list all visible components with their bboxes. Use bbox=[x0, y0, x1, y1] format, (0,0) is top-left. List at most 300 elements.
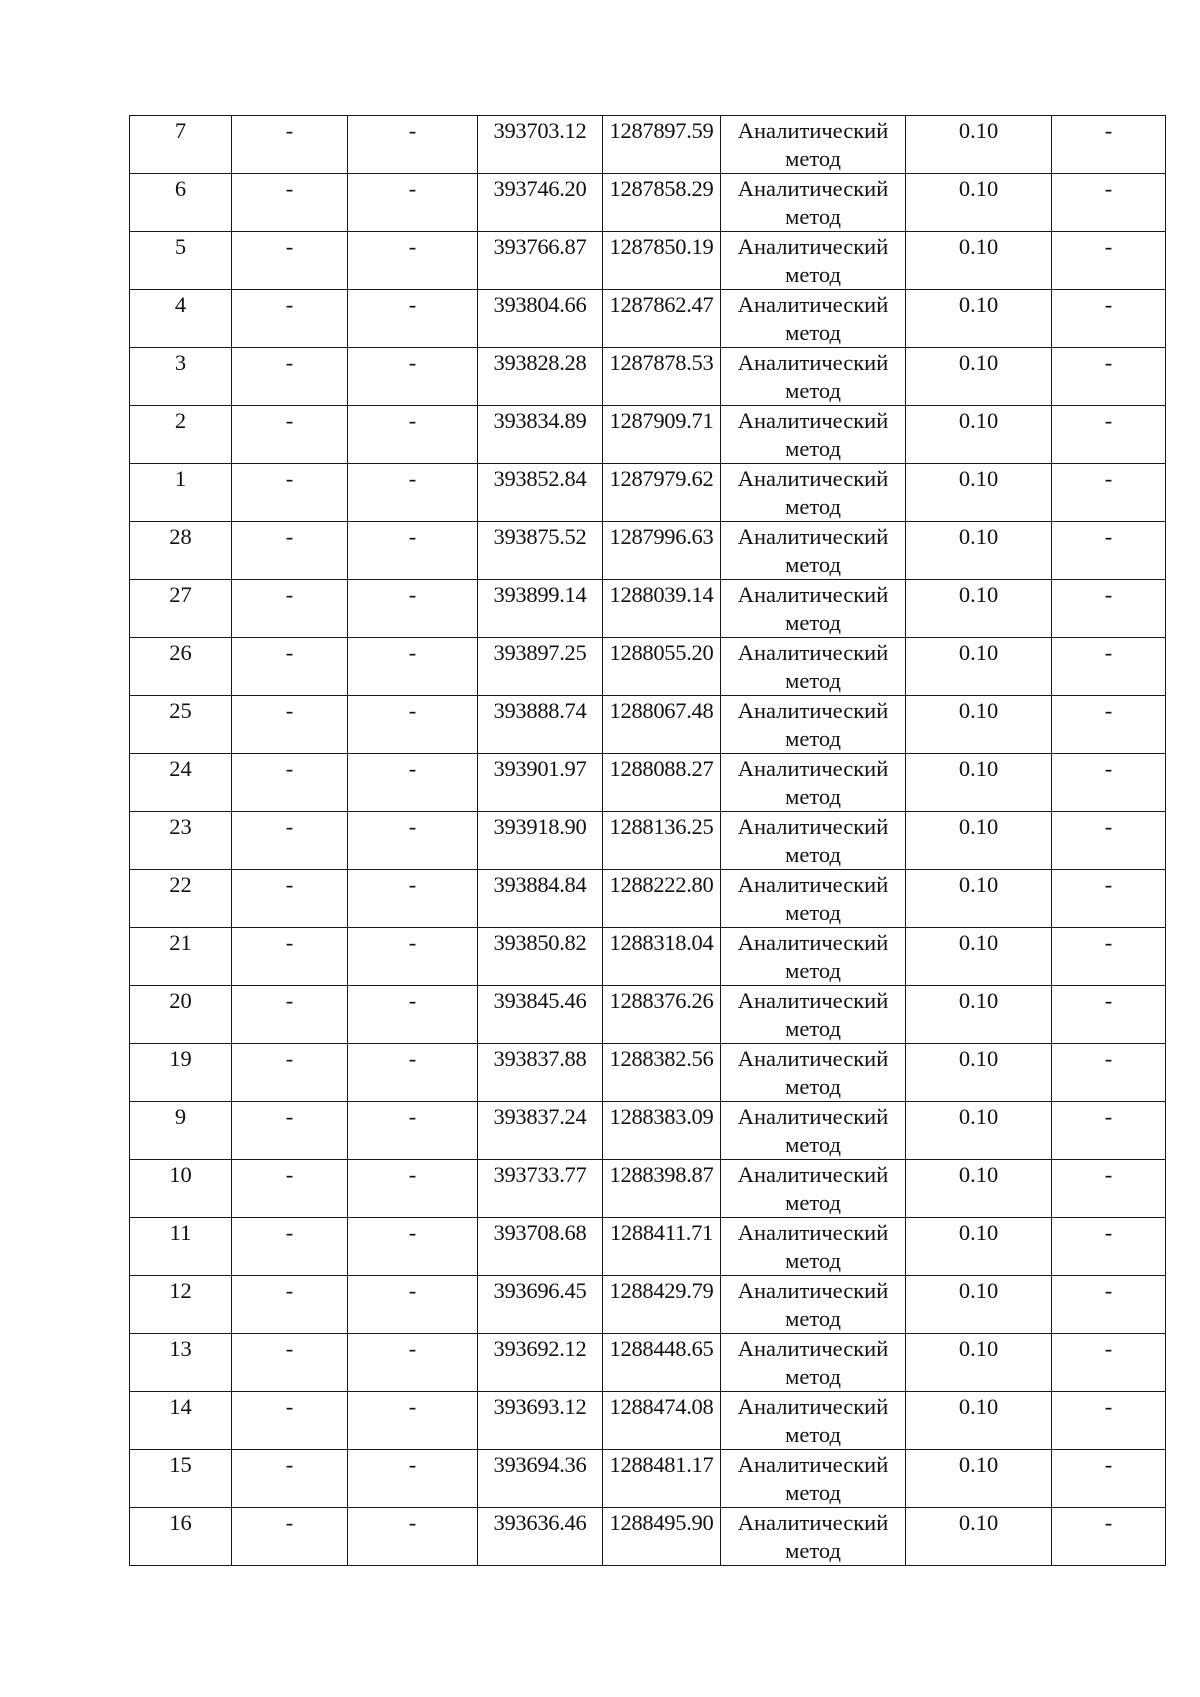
cell-point-number bbox=[130, 348, 232, 406]
cell-empty-value bbox=[1052, 1392, 1166, 1450]
cell-point-number-text: 23 bbox=[169, 814, 192, 839]
cell-coordinate-x bbox=[478, 522, 603, 580]
cell-method bbox=[721, 522, 906, 580]
cell-coordinate-x bbox=[478, 638, 603, 696]
cell-accuracy-text: 0.10 bbox=[958, 292, 999, 317]
cell-empty-value bbox=[348, 1160, 478, 1218]
cell-accuracy-text: 0.10 bbox=[958, 756, 999, 781]
cell-accuracy bbox=[906, 812, 1052, 870]
table-row bbox=[130, 638, 1166, 696]
cell-point-number-text: 11 bbox=[169, 1220, 192, 1245]
cell-empty-value-text: - bbox=[285, 524, 294, 549]
table-row bbox=[130, 174, 1166, 232]
method-line-1: Аналитический bbox=[737, 118, 889, 143]
cell-coordinate-y-text: 1287897.59 bbox=[609, 118, 714, 143]
cell-coordinate-y bbox=[603, 1218, 721, 1276]
table-row bbox=[130, 1334, 1166, 1392]
table-row bbox=[130, 1160, 1166, 1218]
cell-accuracy bbox=[906, 1392, 1052, 1450]
table-row bbox=[130, 812, 1166, 870]
cell-empty-value bbox=[1052, 928, 1166, 986]
cell-point-number-text: 15 bbox=[169, 1452, 192, 1477]
cell-empty-value bbox=[232, 464, 348, 522]
table-row bbox=[130, 928, 1166, 986]
cell-empty-value bbox=[1052, 174, 1166, 232]
cell-coordinate-y bbox=[603, 1334, 721, 1392]
cell-coordinate-x bbox=[478, 1218, 603, 1276]
method-line-2: метод bbox=[785, 436, 841, 461]
cell-empty-value bbox=[348, 870, 478, 928]
cell-accuracy bbox=[906, 696, 1052, 754]
cell-empty-value bbox=[1052, 1218, 1166, 1276]
cell-coordinate-x bbox=[478, 406, 603, 464]
cell-empty-value-text: - bbox=[1104, 466, 1113, 491]
table-row bbox=[130, 1102, 1166, 1160]
cell-empty-value-text: - bbox=[408, 930, 417, 955]
cell-empty-value bbox=[348, 464, 478, 522]
table-row bbox=[130, 1044, 1166, 1102]
cell-point-number bbox=[130, 928, 232, 986]
cell-method bbox=[721, 638, 906, 696]
method-line-2: метод bbox=[785, 1190, 841, 1215]
cell-coordinate-x bbox=[478, 290, 603, 348]
cell-coordinate-y-text: 1288136.25 bbox=[609, 814, 714, 839]
cell-method bbox=[721, 696, 906, 754]
cell-accuracy bbox=[906, 406, 1052, 464]
cell-empty-value-text: - bbox=[285, 1278, 294, 1303]
cell-accuracy bbox=[906, 290, 1052, 348]
cell-empty-value-text: - bbox=[285, 872, 294, 897]
cell-empty-value-text: - bbox=[1104, 1336, 1113, 1361]
cell-accuracy bbox=[906, 1044, 1052, 1102]
cell-empty-value-text: - bbox=[285, 1336, 294, 1361]
cell-empty-value-text: - bbox=[1104, 1278, 1113, 1303]
cell-accuracy bbox=[906, 1276, 1052, 1334]
cell-accuracy-text: 0.10 bbox=[958, 988, 999, 1013]
cell-method bbox=[721, 174, 906, 232]
cell-empty-value bbox=[1052, 1508, 1166, 1566]
cell-point-number bbox=[130, 754, 232, 812]
cell-coordinate-y bbox=[603, 290, 721, 348]
cell-accuracy-text: 0.10 bbox=[958, 1336, 999, 1361]
cell-empty-value-text: - bbox=[1104, 814, 1113, 839]
cell-coordinate-x-text: 393850.82 bbox=[493, 930, 587, 955]
cell-empty-value-text: - bbox=[1104, 930, 1113, 955]
method-line-1: Аналитический bbox=[737, 872, 889, 897]
table-row bbox=[130, 522, 1166, 580]
cell-accuracy-text: 0.10 bbox=[958, 1162, 999, 1187]
cell-empty-value-text: - bbox=[1104, 1394, 1113, 1419]
method-line-1: Аналитический bbox=[737, 1104, 889, 1129]
cell-empty-value-text: - bbox=[408, 408, 417, 433]
cell-empty-value bbox=[232, 580, 348, 638]
cell-coordinate-x-text: 393636.46 bbox=[493, 1510, 587, 1535]
cell-empty-value-text: - bbox=[1104, 292, 1113, 317]
cell-empty-value bbox=[232, 290, 348, 348]
cell-empty-value bbox=[232, 174, 348, 232]
cell-point-number bbox=[130, 580, 232, 638]
cell-coordinate-y-text: 1288067.48 bbox=[609, 698, 714, 723]
cell-coordinate-y-text: 1287858.29 bbox=[609, 176, 714, 201]
table-row bbox=[130, 1392, 1166, 1450]
cell-empty-value bbox=[348, 580, 478, 638]
cell-point-number bbox=[130, 1508, 232, 1566]
cell-accuracy bbox=[906, 232, 1052, 290]
cell-empty-value-text: - bbox=[408, 292, 417, 317]
cell-empty-value bbox=[348, 1392, 478, 1450]
method-line-1: Аналитический bbox=[737, 176, 889, 201]
cell-coordinate-x-text: 393708.68 bbox=[493, 1220, 587, 1245]
cell-accuracy-text: 0.10 bbox=[958, 1278, 999, 1303]
method-line-2: метод bbox=[785, 204, 841, 229]
cell-point-number-text: 12 bbox=[169, 1278, 192, 1303]
method-line-2: метод bbox=[785, 1538, 841, 1563]
cell-empty-value bbox=[1052, 464, 1166, 522]
cell-empty-value bbox=[348, 1508, 478, 1566]
cell-coordinate-x bbox=[478, 1450, 603, 1508]
cell-empty-value-text: - bbox=[1104, 350, 1113, 375]
cell-empty-value-text: - bbox=[1104, 988, 1113, 1013]
cell-method bbox=[721, 464, 906, 522]
cell-empty-value-text: - bbox=[408, 640, 417, 665]
cell-point-number-text: 28 bbox=[169, 524, 192, 549]
cell-coordinate-y bbox=[603, 986, 721, 1044]
method-line-1: Аналитический bbox=[737, 1336, 889, 1361]
cell-accuracy bbox=[906, 522, 1052, 580]
cell-accuracy-text: 0.10 bbox=[958, 582, 999, 607]
cell-empty-value bbox=[348, 1450, 478, 1508]
method-line-1: Аналитический bbox=[737, 988, 889, 1013]
table-row bbox=[130, 116, 1166, 174]
cell-coordinate-x-text: 393837.24 bbox=[493, 1104, 587, 1129]
table-row bbox=[130, 232, 1166, 290]
cell-coordinate-y-text: 1288382.56 bbox=[609, 1046, 714, 1071]
cell-accuracy bbox=[906, 348, 1052, 406]
cell-empty-value-text: - bbox=[285, 1220, 294, 1245]
cell-empty-value bbox=[232, 1334, 348, 1392]
cell-point-number bbox=[130, 1276, 232, 1334]
method-line-1: Аналитический bbox=[737, 1510, 889, 1535]
cell-empty-value-text: - bbox=[408, 1394, 417, 1419]
cell-point-number-text: 16 bbox=[169, 1510, 192, 1535]
cell-point-number-text: 9 bbox=[174, 1104, 187, 1129]
method-line-2: метод bbox=[785, 1016, 841, 1041]
method-line-1: Аналитический bbox=[737, 582, 889, 607]
cell-coordinate-x-text: 393875.52 bbox=[493, 524, 587, 549]
table-row bbox=[130, 754, 1166, 812]
cell-empty-value-text: - bbox=[1104, 1046, 1113, 1071]
method-line-2: метод bbox=[785, 1074, 841, 1099]
cell-coordinate-y bbox=[603, 464, 721, 522]
cell-point-number bbox=[130, 1334, 232, 1392]
cell-empty-value-text: - bbox=[408, 466, 417, 491]
cell-empty-value-text: - bbox=[285, 698, 294, 723]
cell-accuracy-text: 0.10 bbox=[958, 814, 999, 839]
cell-point-number-text: 25 bbox=[169, 698, 192, 723]
cell-empty-value bbox=[1052, 1102, 1166, 1160]
cell-accuracy bbox=[906, 580, 1052, 638]
cell-empty-value-text: - bbox=[285, 1394, 294, 1419]
cell-point-number bbox=[130, 174, 232, 232]
cell-point-number-text: 24 bbox=[169, 756, 192, 781]
cell-point-number-text: 13 bbox=[169, 1336, 192, 1361]
cell-point-number-text: 21 bbox=[169, 930, 192, 955]
cell-empty-value-text: - bbox=[408, 1046, 417, 1071]
cell-empty-value-text: - bbox=[285, 756, 294, 781]
cell-empty-value bbox=[1052, 1044, 1166, 1102]
cell-method bbox=[721, 986, 906, 1044]
cell-coordinate-y-text: 1288481.17 bbox=[609, 1452, 714, 1477]
method-line-2: метод bbox=[785, 1364, 841, 1389]
cell-empty-value bbox=[1052, 580, 1166, 638]
cell-method bbox=[721, 290, 906, 348]
cell-empty-value-text: - bbox=[1104, 756, 1113, 781]
cell-empty-value bbox=[348, 696, 478, 754]
cell-empty-value-text: - bbox=[1104, 524, 1113, 549]
cell-point-number bbox=[130, 696, 232, 754]
method-line-2: метод bbox=[785, 958, 841, 983]
method-line-1: Аналитический bbox=[737, 1278, 889, 1303]
cell-point-number-text: 20 bbox=[169, 988, 192, 1013]
cell-accuracy bbox=[906, 174, 1052, 232]
cell-empty-value-text: - bbox=[1104, 118, 1113, 143]
method-line-1: Аналитический bbox=[737, 1220, 889, 1245]
cell-coordinate-y-text: 1288398.87 bbox=[609, 1162, 714, 1187]
cell-accuracy-text: 0.10 bbox=[958, 1104, 999, 1129]
cell-method bbox=[721, 1044, 906, 1102]
cell-empty-value-text: - bbox=[408, 1452, 417, 1477]
cell-empty-value bbox=[232, 1160, 348, 1218]
cell-coordinate-x-text: 393901.97 bbox=[493, 756, 587, 781]
cell-empty-value bbox=[232, 754, 348, 812]
cell-empty-value bbox=[348, 986, 478, 1044]
table-row bbox=[130, 1218, 1166, 1276]
cell-point-number bbox=[130, 464, 232, 522]
cell-empty-value bbox=[232, 1102, 348, 1160]
table-row bbox=[130, 580, 1166, 638]
cell-method bbox=[721, 1508, 906, 1566]
cell-point-number bbox=[130, 812, 232, 870]
cell-coordinate-y-text: 1288376.26 bbox=[609, 988, 714, 1013]
cell-empty-value-text: - bbox=[1104, 582, 1113, 607]
cell-empty-value bbox=[348, 754, 478, 812]
cell-coordinate-x bbox=[478, 1334, 603, 1392]
method-line-2: метод bbox=[785, 668, 841, 693]
cell-empty-value-text: - bbox=[408, 524, 417, 549]
cell-accuracy bbox=[906, 1334, 1052, 1392]
cell-coordinate-y-text: 1288411.71 bbox=[609, 1220, 714, 1245]
method-line-2: метод bbox=[785, 610, 841, 635]
method-line-2: метод bbox=[785, 262, 841, 287]
cell-coordinate-y bbox=[603, 1044, 721, 1102]
cell-point-number bbox=[130, 870, 232, 928]
cell-coordinate-x-text: 393696.45 bbox=[493, 1278, 587, 1303]
cell-coordinate-x-text: 393703.12 bbox=[493, 118, 587, 143]
cell-point-number-text: 1 bbox=[174, 466, 187, 491]
cell-point-number bbox=[130, 522, 232, 580]
cell-empty-value bbox=[232, 522, 348, 580]
cell-coordinate-x-text: 393828.28 bbox=[493, 350, 587, 375]
cell-coordinate-y bbox=[603, 406, 721, 464]
cell-coordinate-y bbox=[603, 1160, 721, 1218]
method-line-2: метод bbox=[785, 726, 841, 751]
cell-accuracy-text: 0.10 bbox=[958, 524, 999, 549]
cell-point-number-text: 2 bbox=[174, 408, 187, 433]
cell-coordinate-y bbox=[603, 348, 721, 406]
method-line-2: метод bbox=[785, 784, 841, 809]
cell-coordinate-y bbox=[603, 696, 721, 754]
cell-empty-value bbox=[348, 1102, 478, 1160]
cell-accuracy-text: 0.10 bbox=[958, 872, 999, 897]
cell-point-number-text: 3 bbox=[174, 350, 187, 375]
cell-coordinate-y-text: 1287996.63 bbox=[609, 524, 714, 549]
cell-empty-value-text: - bbox=[408, 1162, 417, 1187]
cell-empty-value-text: - bbox=[408, 1104, 417, 1129]
cell-empty-value-text: - bbox=[408, 988, 417, 1013]
cell-method bbox=[721, 754, 906, 812]
cell-empty-value bbox=[232, 1218, 348, 1276]
cell-coordinate-y bbox=[603, 870, 721, 928]
cell-accuracy bbox=[906, 464, 1052, 522]
cell-empty-value bbox=[348, 348, 478, 406]
cell-accuracy-text: 0.10 bbox=[958, 234, 999, 259]
cell-coordinate-y-text: 1288318.04 bbox=[609, 930, 714, 955]
cell-coordinate-x bbox=[478, 1392, 603, 1450]
cell-empty-value bbox=[348, 174, 478, 232]
cell-empty-value bbox=[348, 1276, 478, 1334]
cell-coordinate-y bbox=[603, 812, 721, 870]
cell-method bbox=[721, 1334, 906, 1392]
cell-accuracy-text: 0.10 bbox=[958, 930, 999, 955]
cell-coordinate-x bbox=[478, 986, 603, 1044]
method-line-2: метод bbox=[785, 1132, 841, 1157]
cell-empty-value bbox=[1052, 1276, 1166, 1334]
cell-empty-value-text: - bbox=[285, 930, 294, 955]
cell-accuracy-text: 0.10 bbox=[958, 466, 999, 491]
cell-empty-value bbox=[232, 1276, 348, 1334]
cell-method bbox=[721, 870, 906, 928]
cell-coordinate-x bbox=[478, 1160, 603, 1218]
cell-accuracy-text: 0.10 bbox=[958, 350, 999, 375]
method-line-2: метод bbox=[785, 842, 841, 867]
cell-coordinate-y bbox=[603, 522, 721, 580]
cell-empty-value-text: - bbox=[285, 640, 294, 665]
cell-accuracy bbox=[906, 1102, 1052, 1160]
cell-coordinate-y bbox=[603, 174, 721, 232]
cell-empty-value bbox=[232, 116, 348, 174]
cell-empty-value-text: - bbox=[408, 698, 417, 723]
method-line-1: Аналитический bbox=[737, 756, 889, 781]
cell-empty-value bbox=[1052, 1334, 1166, 1392]
cell-coordinate-y-text: 1288222.80 bbox=[609, 872, 714, 897]
cell-accuracy-text: 0.10 bbox=[958, 118, 999, 143]
cell-coordinate-x-text: 393804.66 bbox=[493, 292, 587, 317]
cell-method bbox=[721, 1102, 906, 1160]
method-line-1: Аналитический bbox=[737, 1452, 889, 1477]
method-line-2: метод bbox=[785, 378, 841, 403]
cell-accuracy-text: 0.10 bbox=[958, 176, 999, 201]
cell-point-number bbox=[130, 290, 232, 348]
table-row bbox=[130, 1450, 1166, 1508]
method-line-1: Аналитический bbox=[737, 408, 889, 433]
cell-point-number bbox=[130, 1218, 232, 1276]
cell-empty-value-text: - bbox=[285, 292, 294, 317]
cell-accuracy bbox=[906, 1160, 1052, 1218]
method-line-2: метод bbox=[785, 1248, 841, 1273]
cell-empty-value bbox=[232, 348, 348, 406]
cell-coordinate-x-text: 393834.89 bbox=[493, 408, 587, 433]
cell-method bbox=[721, 1392, 906, 1450]
method-line-2: метод bbox=[785, 1480, 841, 1505]
cell-empty-value bbox=[1052, 696, 1166, 754]
cell-coordinate-y bbox=[603, 1276, 721, 1334]
cell-empty-value bbox=[1052, 232, 1166, 290]
cell-empty-value-text: - bbox=[1104, 640, 1113, 665]
cell-empty-value bbox=[1052, 986, 1166, 1044]
cell-empty-value-text: - bbox=[285, 466, 294, 491]
cell-empty-value-text: - bbox=[408, 1220, 417, 1245]
cell-coordinate-y-text: 1288495.90 bbox=[609, 1510, 714, 1535]
method-line-2: метод bbox=[785, 1422, 841, 1447]
cell-method bbox=[721, 1276, 906, 1334]
cell-coordinate-y-text: 1288055.20 bbox=[609, 640, 714, 665]
cell-method bbox=[721, 1450, 906, 1508]
method-line-1: Аналитический bbox=[737, 234, 889, 259]
cell-accuracy bbox=[906, 116, 1052, 174]
cell-coordinate-y bbox=[603, 928, 721, 986]
cell-empty-value bbox=[232, 986, 348, 1044]
cell-coordinate-x-text: 393899.14 bbox=[493, 582, 587, 607]
cell-point-number bbox=[130, 638, 232, 696]
cell-empty-value bbox=[1052, 116, 1166, 174]
cell-empty-value-text: - bbox=[408, 1278, 417, 1303]
cell-point-number bbox=[130, 116, 232, 174]
cell-empty-value bbox=[348, 232, 478, 290]
cell-point-number bbox=[130, 986, 232, 1044]
cell-empty-value bbox=[232, 1392, 348, 1450]
cell-empty-value bbox=[1052, 522, 1166, 580]
cell-empty-value bbox=[232, 928, 348, 986]
cell-coordinate-y-text: 1288039.14 bbox=[609, 582, 714, 607]
method-line-2: метод bbox=[785, 146, 841, 171]
cell-point-number-text: 10 bbox=[169, 1162, 192, 1187]
cell-accuracy bbox=[906, 638, 1052, 696]
table-row bbox=[130, 986, 1166, 1044]
cell-accuracy-text: 0.10 bbox=[958, 408, 999, 433]
cell-empty-value bbox=[1052, 1160, 1166, 1218]
cell-empty-value-text: - bbox=[408, 756, 417, 781]
cell-point-number-text: 26 bbox=[169, 640, 192, 665]
cell-coordinate-x bbox=[478, 928, 603, 986]
cell-empty-value bbox=[1052, 870, 1166, 928]
cell-empty-value-text: - bbox=[285, 988, 294, 1013]
cell-coordinate-x bbox=[478, 348, 603, 406]
cell-empty-value-text: - bbox=[285, 1452, 294, 1477]
cell-coordinate-x bbox=[478, 174, 603, 232]
cell-coordinate-x-text: 393884.84 bbox=[493, 872, 587, 897]
cell-point-number-text: 4 bbox=[174, 292, 187, 317]
cell-point-number-text: 14 bbox=[169, 1394, 192, 1419]
cell-accuracy-text: 0.10 bbox=[958, 1510, 999, 1535]
cell-empty-value-text: - bbox=[285, 176, 294, 201]
cell-empty-value bbox=[348, 1218, 478, 1276]
cell-coordinate-x bbox=[478, 812, 603, 870]
cell-empty-value bbox=[1052, 812, 1166, 870]
cell-empty-value-text: - bbox=[408, 176, 417, 201]
cell-empty-value bbox=[1052, 290, 1166, 348]
method-line-1: Аналитический bbox=[737, 524, 889, 549]
method-line-2: метод bbox=[785, 900, 841, 925]
